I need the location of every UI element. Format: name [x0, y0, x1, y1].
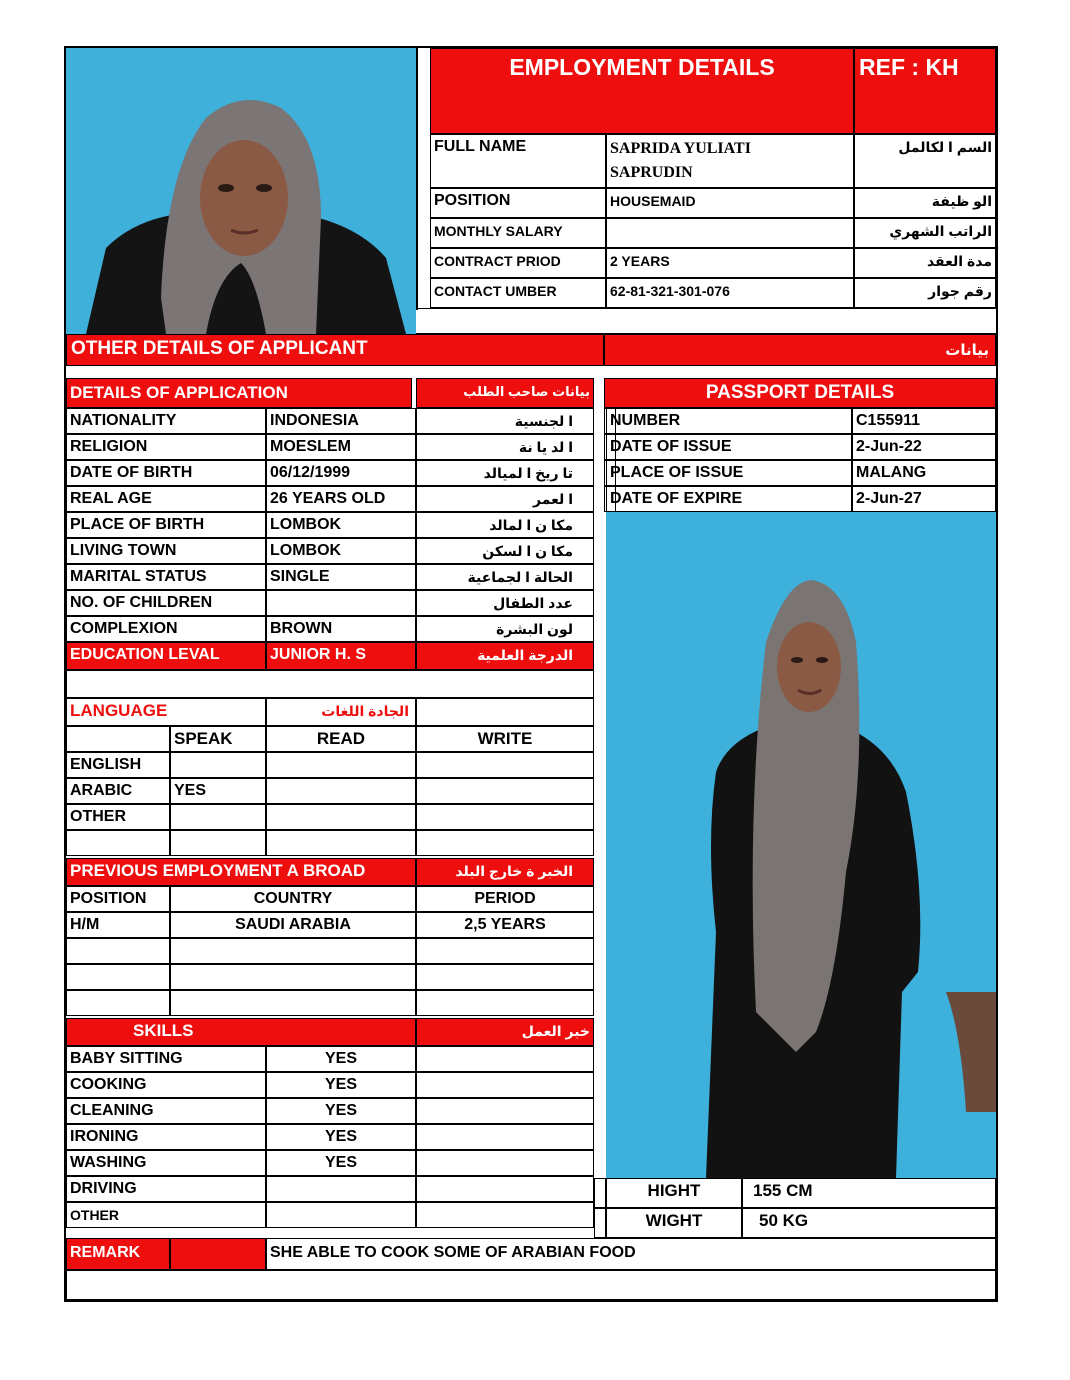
full-name-value [606, 134, 854, 188]
language-row-write [416, 752, 594, 778]
skill-name: OTHER [66, 1202, 266, 1228]
salary-value [606, 218, 854, 248]
education-label: EDUCATION LEVAL [66, 642, 266, 670]
height-label: HIGHT [606, 1178, 742, 1208]
language-row-read [266, 778, 416, 804]
previous-col-period: PERIOD [416, 886, 594, 912]
skill-name: DRIVING [66, 1176, 266, 1202]
language-row-write [416, 778, 594, 804]
remark-blank-row [66, 1270, 996, 1300]
application-row-arabic: ا لعمر [416, 486, 594, 512]
application-row-arabic: مكا ن ا لمالد [416, 512, 594, 538]
hw-left-gap-2 [594, 1208, 606, 1238]
application-row-label: LIVING TOWN [66, 538, 266, 564]
passport-title: PASSPORT DETAILS [604, 378, 996, 408]
contact-value: 62-81-321-301-076 [606, 278, 854, 308]
ref-box [854, 48, 996, 134]
previous-row-position [66, 964, 170, 990]
skill-value: YES [266, 1150, 416, 1176]
application-row-label: PLACE OF BIRTH [66, 512, 266, 538]
skills-title: SKILLS [66, 1018, 416, 1046]
skill-blank [416, 1202, 594, 1228]
position-label: POSITION [430, 188, 606, 218]
contact-arabic: رقم جوار [854, 278, 996, 308]
skill-name: WASHING [66, 1150, 266, 1176]
application-row-label: RELIGION [66, 434, 266, 460]
full-name-label: FULL NAME [430, 134, 606, 188]
application-row-value [266, 590, 416, 616]
language-row-speak [170, 752, 266, 778]
previous-col-position: POSITION [66, 886, 170, 912]
application-row-label: NATIONALITY [66, 408, 266, 434]
contract-value: 2 YEARS [606, 248, 854, 278]
weight-label: WIGHT [606, 1208, 742, 1238]
language-blank [416, 830, 594, 856]
language-col-blank [66, 726, 170, 752]
education-value: JUNIOR H. S [266, 642, 416, 670]
passport-row-value: 2-Jun-27 [852, 486, 996, 512]
contract-label: CONTRACT PRIOD [430, 248, 606, 278]
employment-title: EMPLOYMENT DETAILS [509, 54, 775, 80]
application-row-value: LOMBOK [266, 512, 416, 538]
application-row-label: REAL AGE [66, 486, 266, 512]
applicant-full-body-photo [606, 512, 996, 1178]
previous-col-country: COUNTRY [170, 886, 416, 912]
language-row-name: OTHER [66, 804, 170, 830]
skill-value: YES [266, 1098, 416, 1124]
application-row-arabic: ا لجنسية [416, 408, 594, 434]
language-blank [170, 830, 266, 856]
language-row-read [266, 752, 416, 778]
application-row-value: 06/12/1999 [266, 460, 416, 486]
skill-blank [416, 1124, 594, 1150]
skill-blank [416, 1098, 594, 1124]
skill-value [266, 1202, 416, 1228]
language-col-speak: SPEAK [170, 726, 266, 752]
previous-row-period [416, 964, 594, 990]
application-row-arabic: لون البشرة [416, 616, 594, 642]
skill-blank [416, 1150, 594, 1176]
previous-row-position: H/M [66, 912, 170, 938]
passport-row-value: 2-Jun-22 [852, 434, 996, 460]
applicant-portrait-photo [66, 48, 416, 334]
previous-row-country [170, 964, 416, 990]
previous-row-country [170, 990, 416, 1016]
language-row-speak: YES [170, 778, 266, 804]
ref-code: REF : KH [859, 54, 959, 80]
previous-title: PREVIOUS EMPLOYMENT A BROAD [66, 858, 416, 886]
skill-blank [416, 1072, 594, 1098]
skill-name: IRONING [66, 1124, 266, 1150]
other-details-title: OTHER DETAILS OF APPLICANT [66, 334, 604, 366]
language-row-speak [170, 804, 266, 830]
passport-row-label: DATE OF ISSUE [606, 434, 852, 460]
language-blank [266, 830, 416, 856]
language-blank [66, 830, 170, 856]
application-row-arabic: مكا ن ا لسكن [416, 538, 594, 564]
skill-name: BABY SITTING [66, 1046, 266, 1072]
header-spacer [416, 48, 430, 310]
skill-value: YES [266, 1072, 416, 1098]
language-arabic: الجادة اللغات [266, 698, 416, 726]
application-row-value: BROWN [266, 616, 416, 642]
skill-value: YES [266, 1124, 416, 1150]
language-col-write: WRITE [416, 726, 594, 752]
application-row-arabic: عدد الطفال [416, 590, 594, 616]
application-row-label: NO. OF CHILDREN [66, 590, 266, 616]
position-arabic: الو ظيفة [854, 188, 996, 218]
blank-row [416, 308, 996, 334]
salary-label: MONTHLY SALARY [430, 218, 606, 248]
application-row-value: INDONESIA [266, 408, 416, 434]
application-row-label: DATE OF BIRTH [66, 460, 266, 486]
education-arabic: الدرجة العلمية [416, 642, 594, 670]
passport-row-label: NUMBER [606, 408, 852, 434]
height-value: 155 CM [742, 1178, 996, 1208]
application-row-value: MOESLEM [266, 434, 416, 460]
remark-label: REMARK [66, 1238, 170, 1270]
contact-label: CONTACT UMBER [430, 278, 606, 308]
skill-blank [416, 1176, 594, 1202]
salary-arabic: الراتب الشهري [854, 218, 996, 248]
application-row-value: 26 YEARS OLD [266, 486, 416, 512]
full-name-line1: SAPRIDA YULIATI [610, 140, 751, 157]
previous-row-position [66, 938, 170, 964]
language-col-read: READ [266, 726, 416, 752]
application-row-arabic: تا ريخ ا لميالد [416, 460, 594, 486]
application-row-value: SINGLE [266, 564, 416, 590]
skill-name: COOKING [66, 1072, 266, 1098]
skill-blank [416, 1046, 594, 1072]
remark-text: SHE ABLE TO COOK SOME OF ARABIAN FOOD [266, 1238, 996, 1270]
passport-row-label: DATE OF EXPIRE [606, 486, 852, 512]
previous-row-period [416, 938, 594, 964]
skill-value [266, 1176, 416, 1202]
remark-red-spacer [170, 1238, 266, 1270]
skills-arabic: خبر العمل [416, 1018, 594, 1046]
position-value: HOUSEMAID [606, 188, 854, 218]
previous-row-position [66, 990, 170, 1016]
previous-row-country: SAUDI ARABIA [170, 912, 416, 938]
application-title: DETAILS OF APPLICATION [66, 378, 412, 408]
hw-left-gap-1 [594, 1178, 606, 1208]
contract-arabic: مدة العقد [854, 248, 996, 278]
language-row-name: ENGLISH [66, 752, 170, 778]
language-title: LANGUAGE [66, 698, 266, 726]
skill-value: YES [266, 1046, 416, 1072]
previous-arabic: الخبر ة خارج البلد [416, 858, 594, 886]
blank-row-after-education [66, 670, 594, 698]
passport-row-value: MALANG [852, 460, 996, 486]
previous-row-period [416, 990, 594, 1016]
weight-value: 50 KG [742, 1208, 996, 1238]
language-row-name: ARABIC [66, 778, 170, 804]
language-row-write [416, 804, 594, 830]
language-header-blank [416, 698, 594, 726]
full-name-arabic: السم ا لكالمل [854, 134, 996, 188]
employment-header [430, 48, 854, 134]
application-row-label: COMPLEXION [66, 616, 266, 642]
skill-name: CLEANING [66, 1098, 266, 1124]
full-name-line2: SAPRUDIN [610, 164, 693, 181]
application-row-arabic: ا لد يا نة [416, 434, 594, 460]
passport-row-value: C155911 [852, 408, 996, 434]
passport-row-label: PLACE OF ISSUE [606, 460, 852, 486]
language-row-read [266, 804, 416, 830]
application-row-arabic: الحالة ا لجماعية [416, 564, 594, 590]
previous-row-country [170, 938, 416, 964]
previous-row-period: 2,5 YEARS [416, 912, 594, 938]
application-row-label: MARITAL STATUS [66, 564, 266, 590]
other-details-arabic: بيانات [604, 334, 996, 366]
application-arabic-title: بيانات صاحب الطلب [416, 378, 594, 408]
application-row-value: LOMBOK [266, 538, 416, 564]
